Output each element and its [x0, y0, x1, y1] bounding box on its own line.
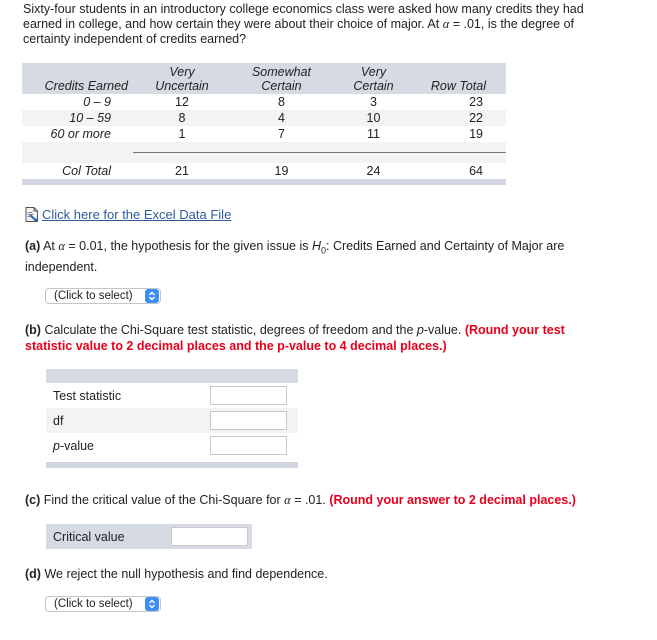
- part-b-question: (b) Calculate the Chi-Square test statistic, degrees of freedom and the p-value. (Round your test statistic value to 2 decimal places and the p-value to 4 decimal places.): [25, 323, 565, 353]
- cell: 4: [278, 111, 285, 125]
- row-total-cell: 23: [469, 95, 483, 109]
- test-statistic-input[interactable]: [210, 386, 287, 405]
- header-somewhat-certain: Somewhat Certain: [251, 65, 312, 93]
- cell: 11: [367, 127, 380, 141]
- table-row: [22, 110, 506, 126]
- row-label: 60 or more: [50, 127, 111, 141]
- cell: 10: [366, 111, 381, 125]
- header-credits-earned: Credits Earned: [44, 79, 128, 93]
- p-value-label: p-value: [53, 438, 94, 453]
- col-total-cell: 24: [366, 164, 381, 178]
- table-row: [22, 94, 506, 110]
- df-label: df: [53, 413, 64, 428]
- cell: 1: [178, 127, 186, 141]
- p-value-input[interactable]: [210, 436, 287, 455]
- table-spacer: [22, 153, 506, 164]
- df-row: [46, 408, 298, 433]
- col-total-cell: 19: [274, 164, 289, 178]
- table-row: [22, 126, 506, 142]
- header-very-uncertain: Very Uncertain: [155, 65, 209, 93]
- row-total-cell: 19: [469, 127, 483, 141]
- alpha-symbol: α: [442, 17, 450, 31]
- rounding-instruction: (Round your test statistic value to 2 decimal places and the p-value to 4 decimal places.): [25, 323, 565, 353]
- p-value-row: [46, 433, 298, 458]
- part-c-question: (c) Find the critical value of the Chi-Square for α = .01. (Round your answer to 2 decimal places.): [25, 493, 576, 507]
- excel-link-label: Click here for the Excel Data File: [42, 207, 232, 222]
- part-d-select[interactable]: [45, 596, 161, 612]
- intro-text-end: = .01, is the degree of certainty independent of credits earned?: [23, 17, 575, 46]
- critical-value-row: [46, 524, 252, 549]
- critical-value-input[interactable]: [171, 527, 248, 546]
- rounding-instruction: (Round your answer to 2 decimal places.): [329, 493, 576, 507]
- col-total-cell: 21: [175, 164, 189, 178]
- cell: 8: [278, 95, 285, 109]
- excel-data-link[interactable]: [25, 207, 231, 222]
- cell: 3: [370, 95, 377, 109]
- cell: 7: [278, 127, 285, 141]
- table-footer-bar: [22, 179, 506, 185]
- cell: 8: [178, 111, 186, 125]
- table-divider: [22, 142, 506, 153]
- header-very-certain: Very Certain: [353, 65, 394, 93]
- intro-text: Sixty-four students in an introductory college economics class were asked how many credits they had earned in college, and how certain they were about their choice of major. At: [23, 2, 584, 31]
- part-a-select[interactable]: [45, 288, 161, 304]
- part-a-question: (a) At α = 0.01, the hypothesis for the given issue is $H_0$: Credits Earned and Certainty of Major are independent.: [25, 239, 565, 274]
- grand-total-cell: 64: [469, 164, 483, 178]
- part-d-question: (d) We reject the null hypothesis and find dependence.: [25, 567, 328, 581]
- row-label: 0 – 9: [83, 95, 111, 109]
- select-value: (Click to select): [54, 290, 133, 302]
- df-input[interactable]: [210, 411, 287, 430]
- row-total-cell: 22: [469, 111, 483, 125]
- problem-statement: [23, 2, 623, 47]
- critical-value-label: Critical value: [53, 529, 125, 544]
- select-value: (Click to select): [54, 598, 133, 610]
- excel-file-icon: [25, 207, 39, 222]
- row-label: 10 – 59: [69, 111, 111, 125]
- col-total-row: [22, 163, 506, 179]
- answer-table-footer: [46, 462, 298, 468]
- answer-table: [46, 369, 298, 468]
- col-total-label: Col Total: [62, 164, 111, 178]
- contingency-table: [22, 63, 506, 185]
- table-header-row: [22, 63, 506, 94]
- updown-chevron-icon: [145, 289, 159, 303]
- cell: 12: [175, 95, 189, 109]
- test-statistic-label: Test statistic: [53, 388, 122, 403]
- updown-chevron-icon: [145, 597, 159, 611]
- test-statistic-row: [46, 383, 298, 408]
- answer-table-header: [46, 369, 298, 383]
- header-row-total: Row Total: [430, 79, 486, 93]
